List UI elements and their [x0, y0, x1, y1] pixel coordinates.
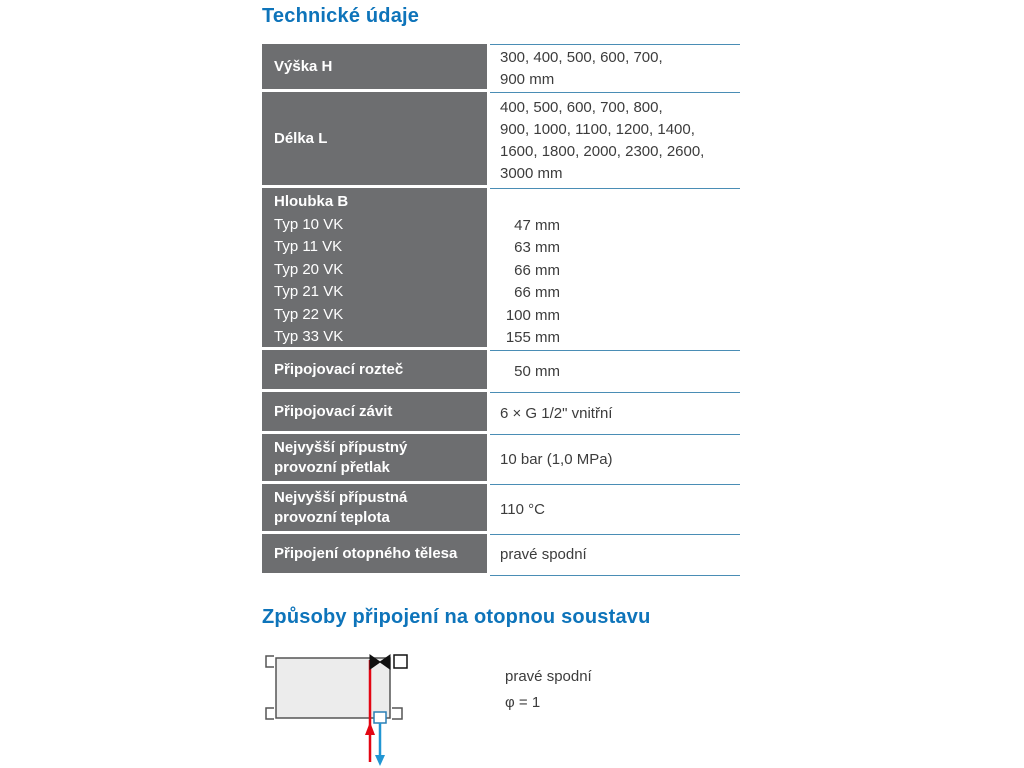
depth-value: 66 mm [514, 261, 560, 279]
row-value [490, 188, 740, 350]
row-label: Nejvyšší přípustná provozní teplota [262, 484, 487, 534]
table-row-zavit [262, 392, 740, 434]
row-label: Výška H [262, 44, 487, 92]
section-title-connection: Způsoby připojení na otopnou soustavu [262, 606, 651, 628]
row-value: 50 mm [490, 350, 740, 392]
section-title-technical: Technické údaje [262, 5, 420, 27]
table-row-pripojeni [262, 534, 740, 576]
row-value: 300, 400, 500, 600, 700, 900 mm [490, 44, 740, 92]
radiator-connection-diagram [258, 650, 418, 768]
depth-value: 66 mm [514, 284, 560, 301]
depth-type-name: Typ 21 VK [274, 283, 344, 300]
row-label [262, 188, 487, 350]
phi-caption: φ = 1 [505, 694, 541, 711]
depth-value: 63 mm [514, 239, 560, 256]
row-value: 400, 500, 600, 700, 800, 900, 1000, 1100, 1200, 1400, 1600, 1800, 2000, 2300, 2600, 3000 mm [490, 92, 740, 188]
row-label: Nejvyšší přípustný provozní přetlak [262, 434, 487, 484]
depth-value: 100 mm [505, 306, 560, 324]
row-value: 10 bar (1,0 MPa) [490, 434, 740, 484]
row-label: Délka L [262, 92, 487, 188]
depth-value: 155 mm [505, 329, 560, 346]
table-row-teplota [262, 484, 740, 534]
row-label: Připojení otopného tělesa [262, 534, 487, 576]
return-connection-icon [374, 712, 386, 723]
depth-type-name: Typ 10 VK [274, 215, 344, 233]
supply-arrow [365, 722, 375, 735]
row-value: pravé spodní [490, 534, 740, 576]
wall-bracket-icon [392, 708, 402, 719]
return-arrow [375, 755, 385, 766]
table-row-hloubka [262, 188, 740, 350]
table-row-delka [262, 92, 740, 188]
depth-type-name: Typ 22 VK [274, 305, 344, 323]
row-value: 6 × G 1/2" vnitřní [490, 392, 740, 434]
spec-table [262, 44, 740, 576]
table-row-pretlak [262, 434, 740, 484]
depth-type-name: Typ 33 VK [274, 328, 344, 345]
plug-icon [394, 655, 407, 668]
row-label: Připojovací rozteč [262, 350, 487, 392]
table-row-vyska [262, 44, 740, 92]
wall-bracket-icon [266, 656, 274, 667]
depth-label: Hloubka B [274, 193, 349, 210]
connection-caption: pravé spodní [505, 668, 592, 685]
depth-value: 47 mm [514, 216, 560, 234]
depth-type-name: Typ 11 VK [274, 238, 343, 255]
spacer [500, 192, 740, 215]
row-label: Připojovací závit [262, 392, 487, 434]
wall-bracket-icon [266, 708, 274, 719]
table-row-roztec [262, 350, 740, 392]
depth-type-name: Typ 20 VK [274, 260, 344, 278]
row-value: 110 °C [490, 484, 740, 534]
